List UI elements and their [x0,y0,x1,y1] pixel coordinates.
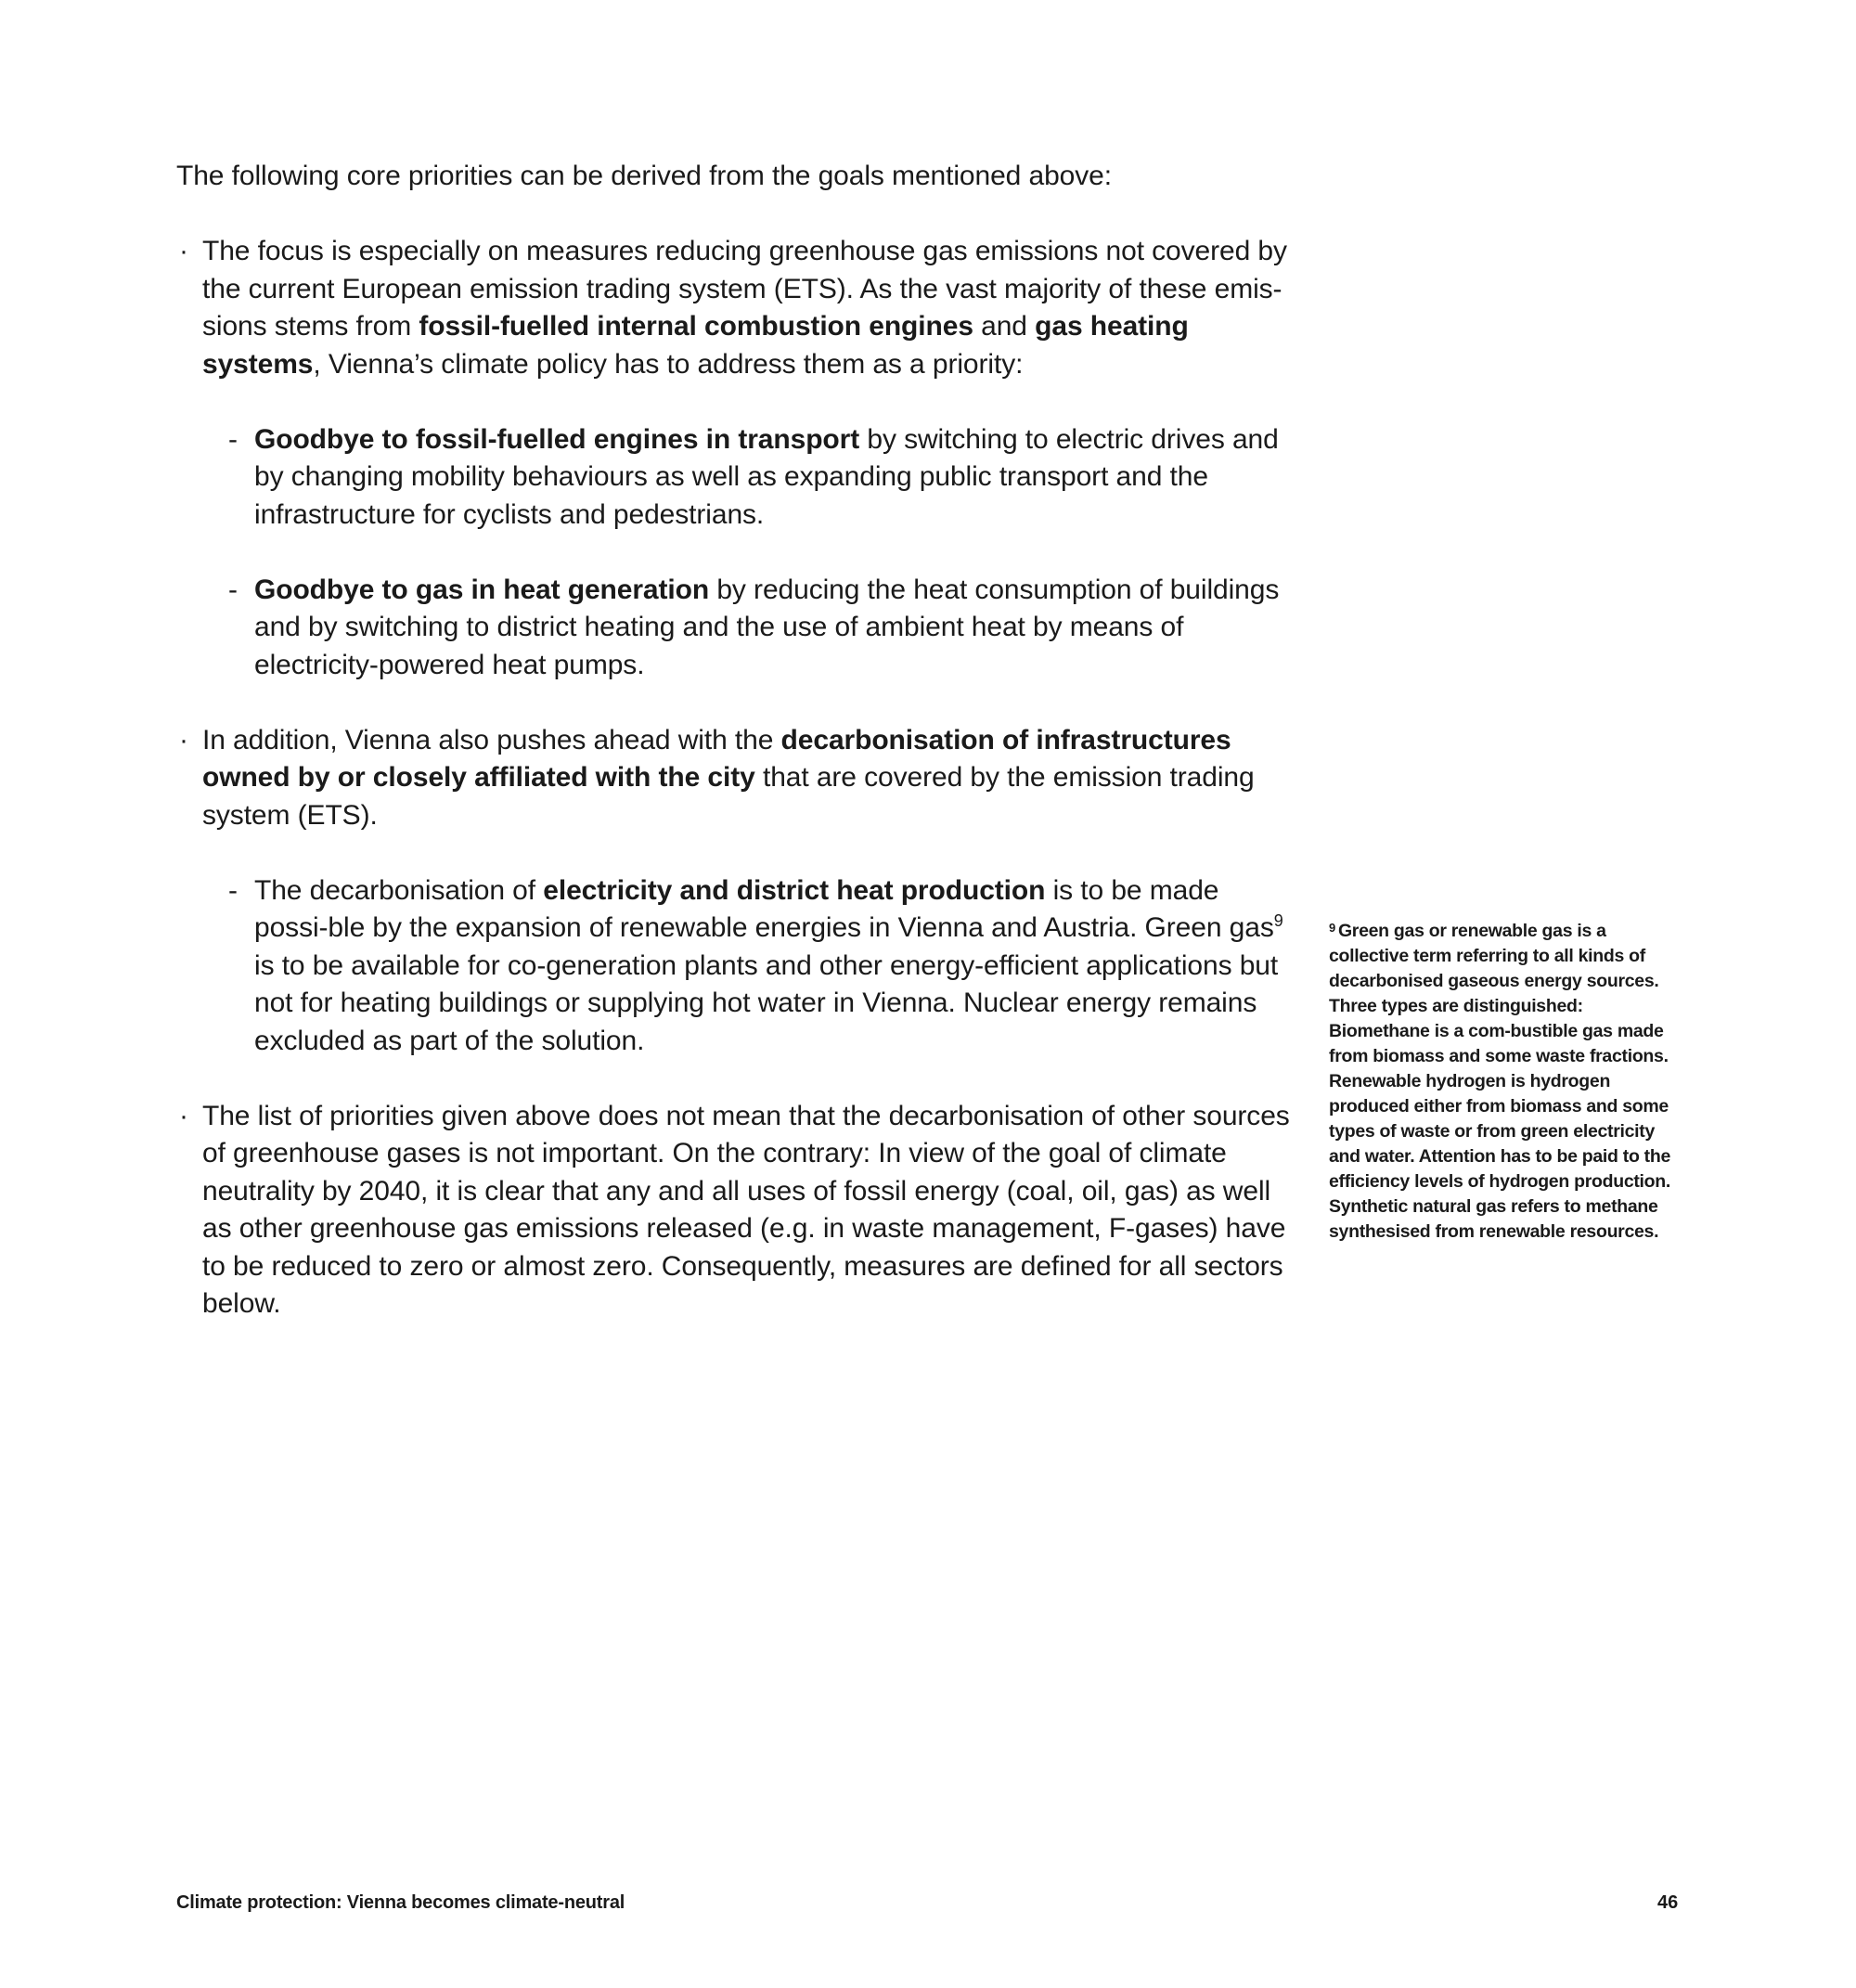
text-run: by switching to electric drives and by changing mobility behaviours as well as expanding public transport and the infrastructure for cyclists and pedestrians. [254,423,1279,530]
sub-text [254,572,1290,685]
sub-item-electricity [202,872,1290,1061]
bullet-item-1 [176,233,1290,684]
bullet-mark: · [179,236,188,266]
bullet-text: The list of priorities given above does not mean that the decarbonisation of other sources of greenhouse gases is not important. On the contrary: In view of the goal of climate neutrality by 2040, it is clear that any and all uses of fossil energy (coal, oil, gas) as well as other greenhouse gas emissions released (e.g. in waste management, F-gases) have to be reduced to zero or almost zero. Consequently, measures are defined for all sectors below. [202,1100,1290,1319]
footer-title: Climate protection: Vienna becomes climate-neutral [176,1892,625,1913]
page-number: 46 [1657,1892,1679,1913]
bullet-mark: · [179,1100,188,1131]
bold-run: decarbonisation of infrastructures owned by or closely affiliated with the city [202,724,1231,793]
footnote-text: Green gas or renewable gas is a collective term referring to all kinds of decarbonised gaseous energy sources. Three types are distinguished: Biomethane is a com-bustible gas made from biomass and some waste fractions. Renewable hydrogen is hydrogen produced either from biomass and some types of waste or from green electricity and water. Attention has to be paid to the efficiency levels of hydrogen production. Synthetic natural gas refers to methane synthesised from renewable resources. [1329,921,1671,1242]
bold-run: Goodbye to fossil-fuelled engines in transport [254,423,860,455]
text-run: In addition, Vienna also pushes ahead with the [202,724,781,755]
bullet-text [202,233,1290,383]
text-run: that are covered by the emission trading system (ETS). [202,762,1255,831]
intro-paragraph: The following core priorities can be derived from the goals mentioned above: [176,161,1112,191]
bullet-mark: · [179,724,188,755]
footnote-number: 9 [1329,921,1335,935]
sub-item-heat [202,572,1290,685]
bullet-item-2 [176,722,1290,1061]
text-run: and [973,311,1036,342]
sidebar-footnote [1329,919,1682,1245]
text-run: is to be made possi-ble by the expansion of renewable energies in Vienna and Austria. Green gas [254,874,1274,943]
bullet-text [202,722,1290,835]
text-run: , Vienna’s climate policy has to address them as a priority: [313,348,1024,380]
sub-text [254,872,1290,1061]
bold-run: Goodbye to gas in heat generation [254,574,710,605]
dash-mark: - [228,423,238,455]
dash-mark: - [228,574,238,605]
text-run: The decarbonisation of [254,874,544,906]
text-run: The focus is especially on measures reducing greenhouse gas emissions not covered by the current European emission trading system (ETS). As the vast majority of these emis-sions stems from [202,236,1287,342]
bold-run: gas heating systems [202,311,1189,380]
bold-run: fossil-fuelled internal combustion engines [419,311,973,342]
dash-mark: - [228,874,238,906]
sub-item-transport [202,421,1290,535]
footnote-reference: 9 [1273,911,1283,930]
bold-run: electricity and district heat production [543,874,1046,906]
bullet-item-3 [176,1098,1290,1323]
text-run: by reducing the heat consumption of buildings and by switching to district heating and the use of ambient heat by means of electricity-powered heat pumps. [254,574,1280,680]
main-text [176,158,1290,1361]
text-run: is to be available for co-generation plants and other energy-efficient applications but not for heating buildings or supplying hot water in Vienna. Nuclear energy remains excluded as part of the solution. [254,949,1279,1056]
sub-text [254,421,1290,535]
